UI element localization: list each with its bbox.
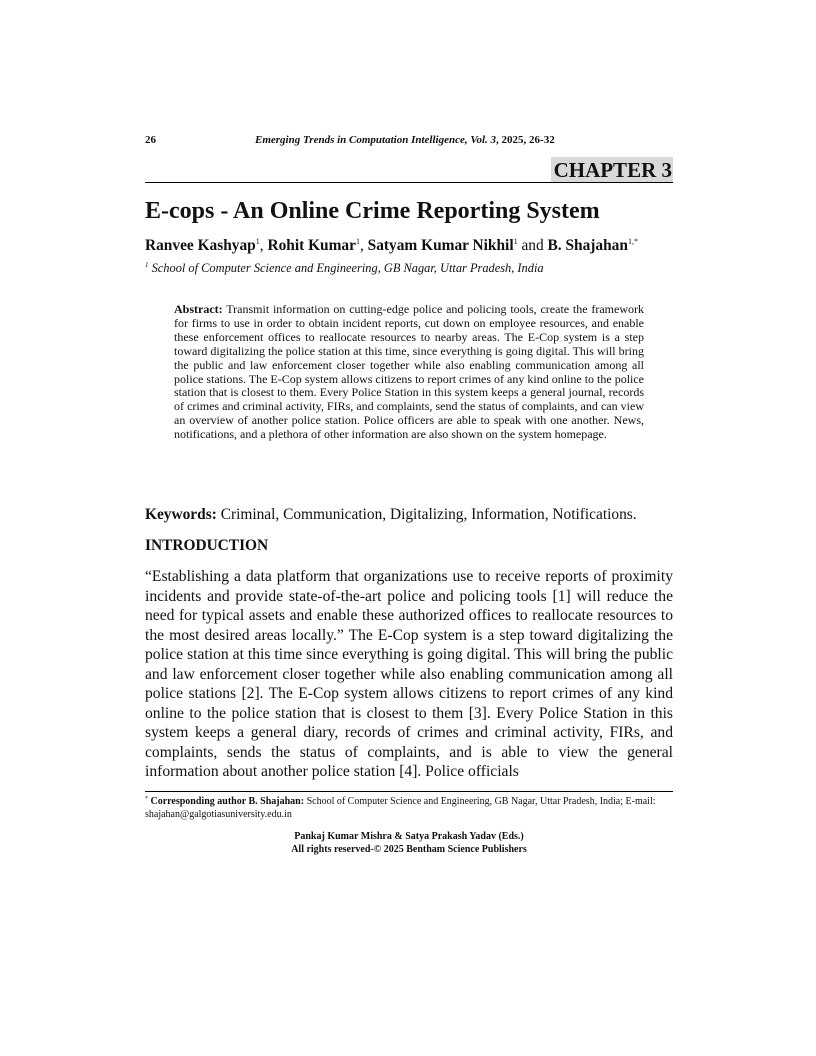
chapter-label: CHAPTER 3 [551, 157, 673, 182]
journal-name: Emerging Trends in Computation Intelligence, Vol. 3 [255, 134, 497, 146]
author-list [145, 236, 638, 256]
author-name: Ranvee Kashyap [145, 237, 256, 254]
footnote-text: School of Computer Science and Engineering, GB Nagar, Uttar Pradesh, India; E-mail: shajahan@galgotiasuniversity.edu.in [145, 796, 656, 820]
keywords-label: Keywords: [145, 506, 217, 523]
footnote-rule [145, 791, 673, 792]
affiliation-mark: 1 [145, 261, 149, 269]
chapter-rule [145, 182, 673, 183]
abstract [174, 303, 644, 442]
author-separator: , [259, 237, 268, 254]
author-affiliation-mark: 1 [355, 237, 360, 246]
author-separator: , [359, 237, 368, 254]
abstract-label: Abstract: [174, 302, 223, 316]
page-number: 26 [145, 134, 156, 146]
affiliation-text: School of Computer Science and Engineering, GB Nagar, Uttar Pradesh, India [151, 261, 544, 275]
footnote [145, 796, 673, 821]
journal-year-pages: , 2025, 26-32 [496, 134, 555, 146]
running-head [145, 134, 673, 150]
editors-line: Pankaj Kumar Mishra & Satya Prakash Yadav (Eds.) [294, 831, 524, 842]
author-separator: and [517, 237, 548, 254]
footnote-mark: * [145, 796, 148, 802]
abstract-text: Transmit information on cutting-edge police and policing tools, create the framework for firms to use in order to obtain incident reports, cut down on employee resources, and enable these enforcement offices to reallocate resources to nearby areas. The E-Cop system is a step toward digitalizing the police station at this time, since everything is going digital. This will bring the public and law enforcement closer together while also enabling communication among all police stations. The E-Cop system allows citizens to report crimes of any kind online to the police station that is closest to them. Every Police Station in this system keeps a general journal, records of crimes and criminal activity, FIRs, and complaints, send the status of complaints, and can view an overview of another police station. Police officers are able to speak with one another. News, notifications, and a plethora of other information are also shown on the system homepage. [174, 302, 645, 442]
author-name: Rohit Kumar [267, 237, 356, 254]
affiliation [145, 260, 544, 276]
footnote-label: Corresponding author B. Shajahan: [150, 796, 305, 807]
author-affiliation-mark: 1 [255, 237, 260, 246]
author-affiliation-mark: 1 [513, 237, 518, 246]
introduction-text: “Establishing a data platform that organizations use to receive reports of proximity incidents and provide state-of-the-art police and policing tools [1] will reduce the need for typical assets and enable these authorized offices to reallocate resources to the most desired areas locally.” The E-Cop system is a step toward digitalizing the police station at this time since everything is going digital. This will bring the public and law enforcement closer together while also enabling communication among all police stations [2]. The E-Cop system allows citizens to report crimes of any kind online to the police station that is closest to them [3]. Every Police Station in this system keeps a general diary, records of crimes and criminal activity, FIRs, and complaints, sends the status of complaints, and is able to view the general information about another police station [4]. Police officials [145, 568, 673, 780]
keywords [145, 505, 673, 525]
author-name: B. Shajahan [547, 237, 628, 254]
paper-title: E-cops - An Online Crime Reporting System [145, 198, 600, 224]
keywords-text: Criminal, Communication, Digitalizing, Information, Notifications. [220, 506, 637, 523]
introduction-heading: INTRODUCTION [145, 537, 269, 554]
author-name: Satyam Kumar Nikhil [367, 237, 514, 254]
rights-line: All rights reserved-© 2025 Bentham Science Publishers [291, 843, 527, 855]
publisher-info [145, 831, 673, 856]
author-affiliation-mark: 1,* [627, 237, 638, 246]
journal-citation [255, 134, 555, 146]
